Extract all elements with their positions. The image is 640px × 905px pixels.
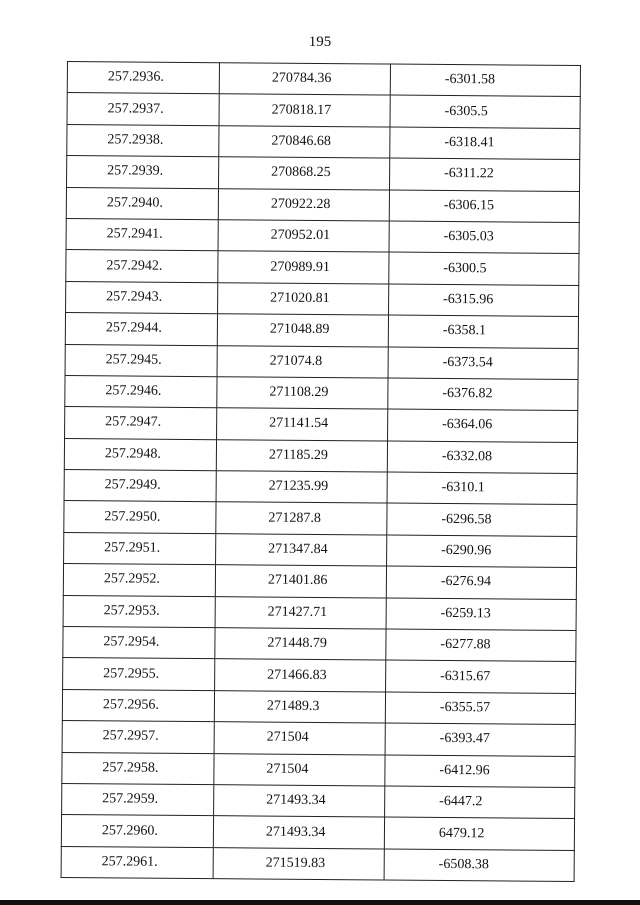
y-coordinate-cell: -6376.82	[388, 378, 578, 411]
y-coordinate-cell: -6276.94	[386, 566, 576, 599]
y-coordinate-cell: -6355.57	[385, 692, 575, 725]
table-row	[66, 250, 579, 285]
point-number-cell: 257.2955.	[63, 658, 215, 691]
table-row	[61, 815, 574, 850]
x-coordinate-cell: 270989.91	[218, 251, 389, 284]
point-number-cell: 257.2947.	[65, 407, 217, 440]
point-number-cell: 257.2944.	[65, 313, 217, 346]
y-coordinate-cell: -6318.41	[390, 127, 580, 160]
y-coordinate-cell: -6393.47	[385, 723, 575, 756]
table-row	[67, 93, 580, 128]
x-coordinate-cell: 271108.29	[217, 377, 388, 410]
y-coordinate-cell: -6364.06	[388, 409, 578, 442]
table-row	[62, 689, 575, 724]
y-coordinate-cell: -6412.96	[385, 755, 575, 788]
y-coordinate-cell: -6447.2	[385, 786, 575, 819]
point-number-cell: 257.2949.	[64, 470, 216, 503]
x-coordinate-cell: 271287.8	[216, 502, 387, 535]
x-coordinate-cell: 271185.29	[216, 439, 387, 472]
x-coordinate-cell: 270784.36	[219, 63, 390, 96]
y-coordinate-cell: -6300.5	[389, 252, 579, 285]
table-row	[66, 187, 579, 222]
x-coordinate-cell: 271401.86	[215, 565, 386, 598]
y-coordinate-cell: -6305.03	[389, 221, 579, 254]
table-row	[63, 658, 576, 693]
point-number-cell: 257.2941.	[66, 218, 218, 251]
y-coordinate-cell: 6479.12	[384, 817, 574, 850]
point-number-cell: 257.2959.	[62, 783, 214, 816]
x-coordinate-cell: 271493.34	[214, 785, 385, 818]
point-number-cell: 257.2958.	[62, 752, 214, 785]
y-coordinate-cell: -6301.58	[390, 64, 580, 97]
point-number-cell: 257.2939.	[67, 156, 219, 189]
x-coordinate-cell: 270868.25	[219, 157, 390, 190]
x-coordinate-cell: 270952.01	[218, 220, 389, 253]
y-coordinate-cell: -6358.1	[388, 315, 578, 348]
x-coordinate-cell: 271489.3	[214, 690, 385, 723]
y-coordinate-cell: -6290.96	[387, 535, 577, 568]
table-row	[66, 218, 579, 253]
y-coordinate-cell: -6296.58	[387, 503, 577, 536]
x-coordinate-cell: 271141.54	[217, 408, 388, 441]
x-coordinate-cell: 271427.71	[215, 596, 386, 629]
point-number-cell: 257.2960.	[61, 815, 213, 848]
y-coordinate-cell: -6305.5	[390, 95, 580, 128]
y-coordinate-cell: -6310.1	[387, 472, 577, 505]
x-coordinate-cell: 271504	[214, 753, 385, 786]
table-row	[67, 62, 580, 97]
y-coordinate-cell: -6332.08	[387, 441, 577, 474]
y-coordinate-cell: -6373.54	[388, 347, 578, 380]
table-row	[65, 344, 578, 379]
table-row	[62, 752, 575, 787]
table-row	[63, 595, 576, 630]
x-coordinate-cell: 271493.34	[213, 816, 384, 849]
x-coordinate-cell: 271048.89	[217, 314, 388, 347]
point-number-cell: 257.2936.	[67, 62, 219, 95]
point-number-cell: 257.2956.	[62, 689, 214, 722]
y-coordinate-cell: -6277.88	[386, 629, 576, 662]
table-row	[64, 501, 577, 536]
y-coordinate-cell: -6315.67	[386, 660, 576, 693]
table-row	[64, 438, 577, 473]
table-row	[65, 375, 578, 410]
point-number-cell: 257.2961.	[61, 846, 213, 879]
y-coordinate-cell: -6315.96	[389, 284, 579, 317]
x-coordinate-cell: 270922.28	[218, 188, 389, 221]
y-coordinate-cell: -6259.13	[386, 598, 576, 631]
point-number-cell: 257.2940.	[66, 187, 218, 220]
x-coordinate-cell: 271347.84	[216, 534, 387, 567]
x-coordinate-cell: 271504	[214, 722, 385, 755]
table-row	[64, 470, 577, 505]
x-coordinate-cell: 270818.17	[219, 94, 390, 127]
point-number-cell: 257.2937.	[67, 93, 219, 126]
point-number-cell: 257.2945.	[65, 344, 217, 377]
x-coordinate-cell: 271074.8	[217, 345, 388, 378]
table-row	[63, 564, 576, 599]
x-coordinate-cell: 271020.81	[218, 282, 389, 315]
table-row	[64, 532, 577, 567]
point-number-cell: 257.2953.	[63, 595, 215, 628]
coordinates-table	[61, 61, 581, 882]
table-row	[65, 407, 578, 442]
point-number-cell: 257.2946.	[65, 375, 217, 408]
point-number-cell: 257.2952.	[63, 564, 215, 597]
point-number-cell: 257.2942.	[66, 250, 218, 283]
coordinates-table-container	[61, 61, 580, 873]
bottom-scan-edge	[0, 900, 640, 905]
point-number-cell: 257.2957.	[62, 721, 214, 754]
x-coordinate-cell: 270846.68	[219, 125, 390, 158]
table-row	[67, 156, 580, 191]
x-coordinate-cell: 271466.83	[215, 659, 386, 692]
table-row	[62, 783, 575, 818]
point-number-cell: 257.2950.	[64, 501, 216, 534]
table-row	[62, 721, 575, 756]
point-number-cell: 257.2943.	[66, 281, 218, 314]
table-row	[63, 627, 576, 662]
table-row	[67, 124, 580, 159]
y-coordinate-cell: -6306.15	[389, 190, 579, 223]
point-number-cell: 257.2954.	[63, 627, 215, 660]
y-coordinate-cell: -6508.38	[384, 849, 574, 882]
x-coordinate-cell: 271448.79	[215, 628, 386, 661]
page-number: 195	[308, 34, 332, 50]
table-row	[66, 281, 579, 316]
point-number-cell: 257.2951.	[64, 532, 216, 565]
coordinates-table-body	[61, 62, 580, 882]
point-number-cell: 257.2948.	[64, 438, 216, 471]
y-coordinate-cell: -6311.22	[389, 158, 579, 191]
x-coordinate-cell: 271519.83	[213, 847, 384, 880]
table-row	[61, 846, 574, 881]
x-coordinate-cell: 271235.99	[216, 471, 387, 504]
table-row	[65, 313, 578, 348]
point-number-cell: 257.2938.	[67, 124, 219, 157]
